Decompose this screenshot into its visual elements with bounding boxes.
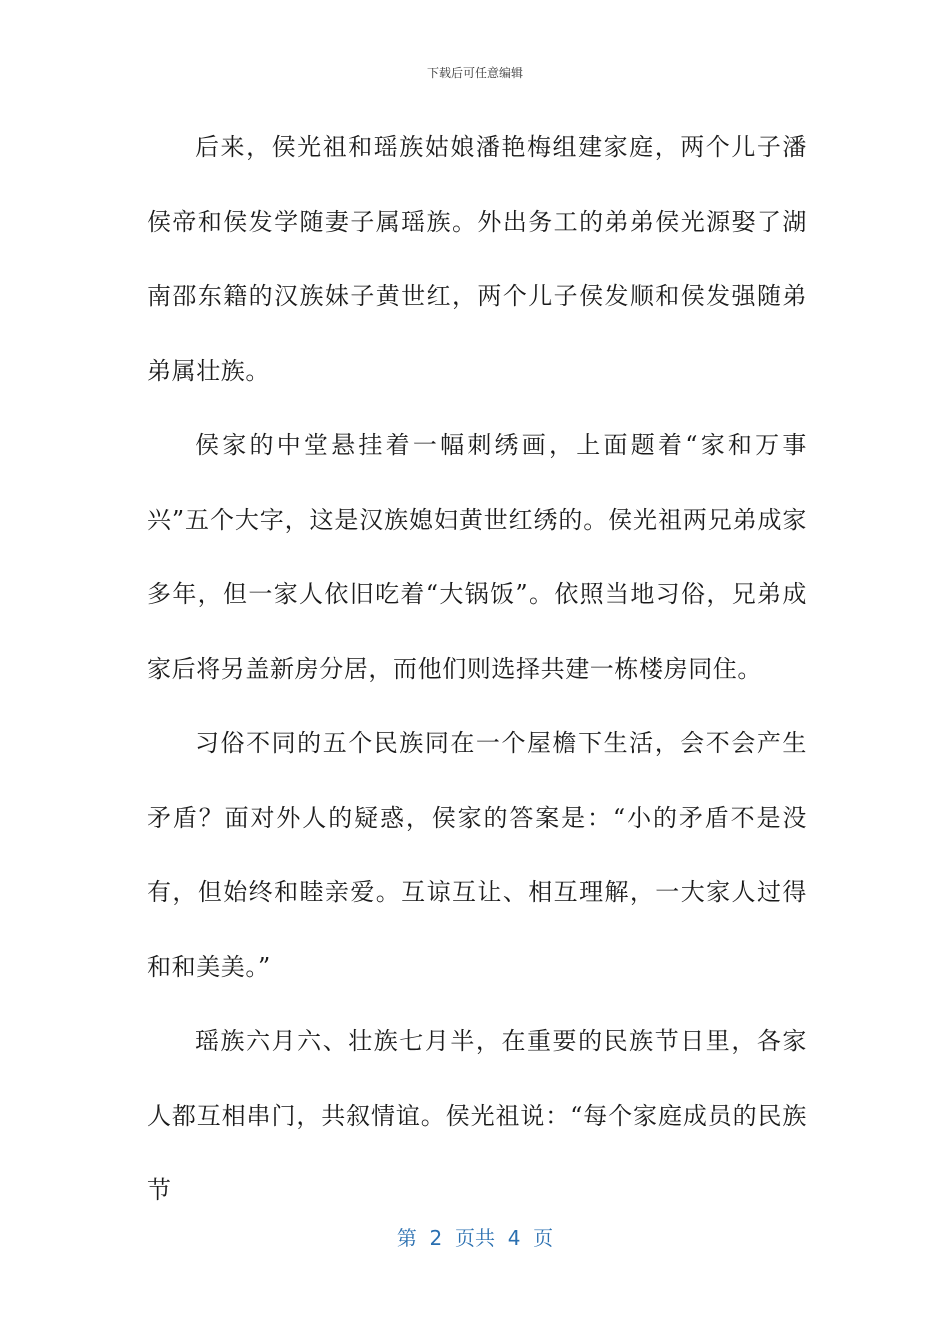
download-note: 下载后可任意编辑 <box>426 66 523 80</box>
article-body <box>147 110 807 1228</box>
page-number-label: 第 2 页共 4 页 <box>396 1226 554 1250</box>
paragraph-4: 瑶族六月六、壮族七月半，在重要的民族节日里，各家人都互相串门，共叙情谊。侯光祖说：“每个家庭成员的民族节 <box>147 1027 807 1204</box>
paragraph-1: 后来，侯光祖和瑶族姑娘潘艳梅组建家庭，两个儿子潘侯帝和侯发学随妻子属瑶族。外出务工的弟弟侯光源娶了湖南邵东籍的汉族妹子黄世红，两个儿子侯发顺和侯发强随弟弟属壮族。 <box>147 133 807 385</box>
paragraph-2: 侯家的中堂悬挂着一幅刺绣画，上面题着“家和万事兴”五个大字，这是汉族媳妇黄世红绣的。侯光祖两兄弟成家多年，但一家人依旧吃着“大锅饭”。依照当地习俗，兄弟成家后将另盖新房分居，而他们则选择共建一栋楼房同住。 <box>147 431 807 683</box>
page-number-footer <box>0 1222 950 1251</box>
paragraph-3: 习俗不同的五个民族同在一个屋檐下生活，会不会产生矛盾？面对外人的疑惑，侯家的答案是：“小的矛盾不是没有，但始终和睦亲爱。互谅互让、相互理解，一大家人过得和和美美。” <box>147 729 807 981</box>
